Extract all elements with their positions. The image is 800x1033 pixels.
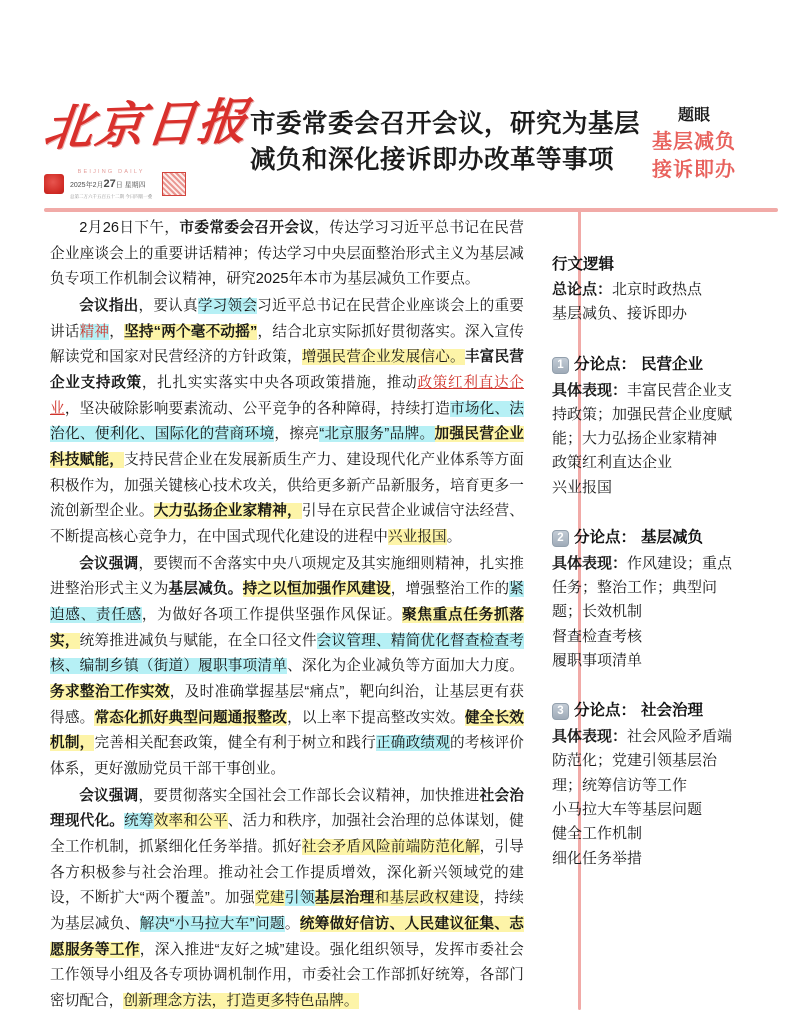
section-3-extra-3: 细化任务举措 <box>552 849 643 867</box>
p3-t17: 完善相关配套政策，健全有利于树立和践行 <box>94 735 376 752</box>
p3-hl-zhengjiguan: 正确政绩观 <box>375 735 451 752</box>
date-day: 27 <box>103 177 116 190</box>
p4-hl-dangjian: 党建 <box>254 890 285 907</box>
p2-t15: ，擦亮 <box>274 426 320 443</box>
p2-hl-beijingfuwu: “北京服务”品牌。 <box>319 426 435 443</box>
paragraph-4 <box>50 784 524 1015</box>
section-3-extra-2: 健全工作机制 <box>552 825 643 843</box>
section-2-head <box>552 526 740 551</box>
p4-lead: 会议强调 <box>79 787 139 804</box>
p4-bold-shehuizhili: 社会治理现代化。 <box>50 787 524 830</box>
section-3-detail <box>552 725 740 798</box>
p3-hl-huiyiguanli: 会议管理、精简优化督查检查考核、编制乡镇（街道）履职事项清单 <box>50 632 525 675</box>
masthead-meta-row <box>44 169 234 199</box>
section-1-extra-2: 兴业报国 <box>552 478 613 496</box>
p3-t19: 的考核评价体系，更好激励党员干部干事创业。 <box>50 735 524 778</box>
topic-eye-title: 题眼 <box>677 107 710 124</box>
section-3-detail-label: 具体表现： <box>552 728 628 746</box>
p4-hl-xinfangzhiyuan: 统筹做好信访、人民建议征集、志愿服务等工作 <box>50 916 524 958</box>
p2-t13: ，坚决破除影响要素流动、公平竞争的各种障碍，持续打造 <box>64 400 451 417</box>
p2-red-zhengcehongli: 政策红利直达企业 <box>50 375 524 417</box>
section-2-detail-label: 具体表现： <box>552 554 628 572</box>
p4-hl-jicengzhili: 基层治理 <box>314 890 375 907</box>
main-point-detail: 基层减负、接诉即办 <box>552 305 688 323</box>
p2-t4: 习近平总书记在民营企业座谈会上的重要讲话 <box>50 298 524 340</box>
p2-hl-lianggemaobudongyao: 坚持“两个毫不动摇” <box>124 323 258 340</box>
section-1-value: 民营企业 <box>641 355 704 373</box>
topic-eye-keyword-1: 基层减负 <box>652 131 736 153</box>
p2-t2: ，要认真 <box>138 298 198 315</box>
section-2-value: 基层减负 <box>641 528 704 546</box>
p4-hl-tongchou: 统筹 <box>124 813 154 830</box>
section-3-label: 分论点： <box>574 702 637 720</box>
p4-hl-jicengzhengquan: 和基层政权建设 <box>374 890 480 907</box>
date-suffix: 日 星期四 <box>115 181 146 189</box>
p2-hl-yingshanghuanjing: 市场化、法治化、便利化、国际化的营商环境 <box>50 400 524 443</box>
sidebar-title: 行文逻辑 <box>552 256 615 273</box>
newspaper-logo: 北京日报 <box>41 93 252 156</box>
section-1-detail-label: 具体表现： <box>552 381 628 399</box>
p2-t6: ， <box>109 323 125 340</box>
p2-hl-jingshen: 精神 <box>79 323 110 340</box>
masthead-meta <box>70 169 152 199</box>
section-2-extra-1: 督查检查考核 <box>552 627 643 645</box>
app-seal-icon <box>44 174 64 194</box>
p3-hl-zhengzhishixiao: 务求整治工作实效 <box>50 684 170 701</box>
headline-line-2: 减负和深化接诉即办改革等事项 <box>250 146 615 175</box>
p2-t11: ，扎扎实实落实中央各项政策措施，推动 <box>141 375 418 392</box>
p2-t8: ，结合北京实际抓好贯彻落实。深入宣传解读党和国家对民营经济的方针政策， <box>50 323 524 366</box>
p2-lead: 会议指出 <box>79 298 139 315</box>
section-1-label: 分论点： <box>574 355 637 373</box>
number-badge-1: 1 <box>552 357 569 374</box>
p4-t13: ，持续为基层减负、 <box>50 890 524 933</box>
section-3-value: 社会治理 <box>641 702 704 720</box>
p3-t7: ，为做好各项工作提供坚强作风保证。 <box>141 607 403 624</box>
p2-t22: 。 <box>446 529 462 546</box>
paragraph-2 <box>50 294 524 551</box>
masthead <box>0 0 800 206</box>
brand-block <box>41 93 252 199</box>
p4-hl-fengxianfangfan: 社会矛盾风险前端防范化解 <box>301 839 480 856</box>
section-1-extra-1: 政策红利直达企业 <box>552 454 673 472</box>
logic-sidebar <box>534 216 754 871</box>
p4-t2: ，要贯彻落实全国社会工作部长会议精神，加快推进 <box>138 787 480 804</box>
section-2-detail <box>552 552 740 625</box>
article-body <box>0 216 534 1016</box>
p4-hl-yinling: 引领 <box>284 890 315 907</box>
date-prefix: 2025年2月 <box>70 181 104 189</box>
p2-hl-kejifuneng: 加强民营企业科技赋能， <box>50 426 524 469</box>
p3-hl-changxiaojizhi: 健全长效机制， <box>50 709 524 752</box>
content-area <box>0 216 800 1016</box>
p2-bold-zhichizhengce: 丰富民营企业支持政策 <box>50 349 525 392</box>
p1-lead: 2月26日下午， <box>79 220 180 236</box>
p4-hl-xiaomaladache: 解决“小马拉大车”问题 <box>139 916 285 933</box>
number-badge-3: 3 <box>552 703 569 720</box>
p2-t18: 支持民营企业在发展新质生产力、建设现代化产业体系等方面积极作为，加强关键核心技术攻关，供给更多新产品新服务，培育更多一流创新型企业。 <box>50 452 524 520</box>
sidebar-section-1 <box>552 353 740 500</box>
number-badge-2: 2 <box>552 530 569 547</box>
p2-hl-xingyebaoguo: 兴业报国 <box>387 529 447 546</box>
section-2-detail-value: 作风建设；重点任务；整治工作；典型问题；长效机制 <box>552 554 733 621</box>
main-point-row <box>552 278 740 302</box>
sidebar-section-3 <box>552 699 740 871</box>
wechat-seal-icon <box>162 172 186 196</box>
p4-t17: ，深入推进“友好之城”建设。强化组织领导，发挥市委社会工作领导小组及各专项协调机制作用，市委社会工作部抓好统筹，各部门密切配合， <box>50 941 525 1010</box>
p1-bold: 市委常委会召开会议 <box>179 220 315 236</box>
headline-line-1: 市委常委会召开会议，研究为基层 <box>250 110 641 138</box>
p2-hl-xuexilinghui: 学习领会 <box>197 298 258 315</box>
issue-info: 总第二万六千五百五十二期 今日四版一叠 <box>70 193 153 199</box>
p3-t11: 、深化为企业减负等方面加大力度。 <box>287 658 524 675</box>
p3-t9: 统筹推进减负与赋能，在全口径文件 <box>79 632 317 649</box>
p4-t8: ，引导各方积极参与社会治理。推动社会工作提质增效，深化新兴领域党的建设，不断扩大“两个覆盖”。加强 <box>50 839 524 907</box>
latin-name: BEIJING DAILY <box>77 169 145 175</box>
p2-t20: 引导在京民营企业诚信守法经营、不断提高核心竞争力，在中国式现代化建设的进程中 <box>50 503 524 546</box>
p4-hl-tesepinpai: 创新理念方法，打造更多特色品牌。 <box>123 993 359 1010</box>
paragraph-3 <box>50 552 524 783</box>
section-3-extra-1: 小马拉大车等基层问题 <box>552 800 703 818</box>
paragraph-1 <box>50 216 524 293</box>
p1-rest: ，传达学习习近平总书记在民营企业座谈会上的重要讲话精神；传达学习中央层面整治形式主义为基层减负专项工作机制会议精神，研究2025年本市为基层减负工作要点。 <box>50 220 524 288</box>
p3-t15: ，以上率下提高整改实效。 <box>287 709 465 726</box>
p3-t5: ，增强整治工作的 <box>390 581 510 598</box>
section-2-label: 分论点： <box>574 528 637 546</box>
p2-hl-qiyejiajingshen: 大力弘扬企业家精神， <box>153 503 302 520</box>
publication-date <box>70 178 152 192</box>
main-point-value: 北京时政热点 <box>612 281 703 299</box>
p4-t6: 、活力和秩序，加强社会治理的总体谋划，健全工作机制，抓紧细化任务举措。抓好 <box>50 813 524 856</box>
topic-eye <box>614 104 774 185</box>
p3-hl-jinpogan: 紧迫感、责任感 <box>50 581 524 624</box>
p4-hl-xiaolvgongping: 效率和公平 <box>153 813 228 830</box>
p3-hl-zhongdianrenwu: 聚焦重点任务抓落实， <box>50 607 524 649</box>
p3-t2: ，要锲而不舍落实中央八项规定及其实施细则精神，扎实推进整治形式主义为 <box>50 555 524 598</box>
p2-hl-zengqiangxinxin: 增强民营企业发展信心。 <box>301 349 465 366</box>
p3-hl-zuofengjianshe: 持之以恒加强作风建设 <box>242 581 391 598</box>
section-3-detail-value: 社会风险矛盾端防范化；党建引领基层治理；统筹信访等工作 <box>552 728 733 794</box>
p3-lead: 会议强调 <box>79 555 139 572</box>
sidebar-section-2 <box>552 526 740 673</box>
section-2-extra-2: 履职事项清单 <box>552 651 643 669</box>
main-point-label: 总论点： <box>552 281 613 299</box>
p4-t15: 。 <box>284 916 300 933</box>
section-1-detail-value: 丰富民营企业支持政策；加强民营企业度赋能；大力弘扬企业家精神 <box>552 381 733 448</box>
p3-t13: ，及时准确掌握基层“痛点”，靶向纠治，让基层更有获得感。 <box>50 684 524 726</box>
section-1-head <box>552 353 740 378</box>
topic-eye-keyword-2: 接诉即办 <box>652 159 736 182</box>
p3-hl-tongbaozhenggai: 常态化抓好典型问题通报整改 <box>94 709 288 726</box>
section-1-detail <box>552 379 740 452</box>
masthead-divider <box>44 208 778 212</box>
section-3-head <box>552 699 740 724</box>
p3-bold-jicengjianfu: 基层减负。 <box>168 581 243 598</box>
